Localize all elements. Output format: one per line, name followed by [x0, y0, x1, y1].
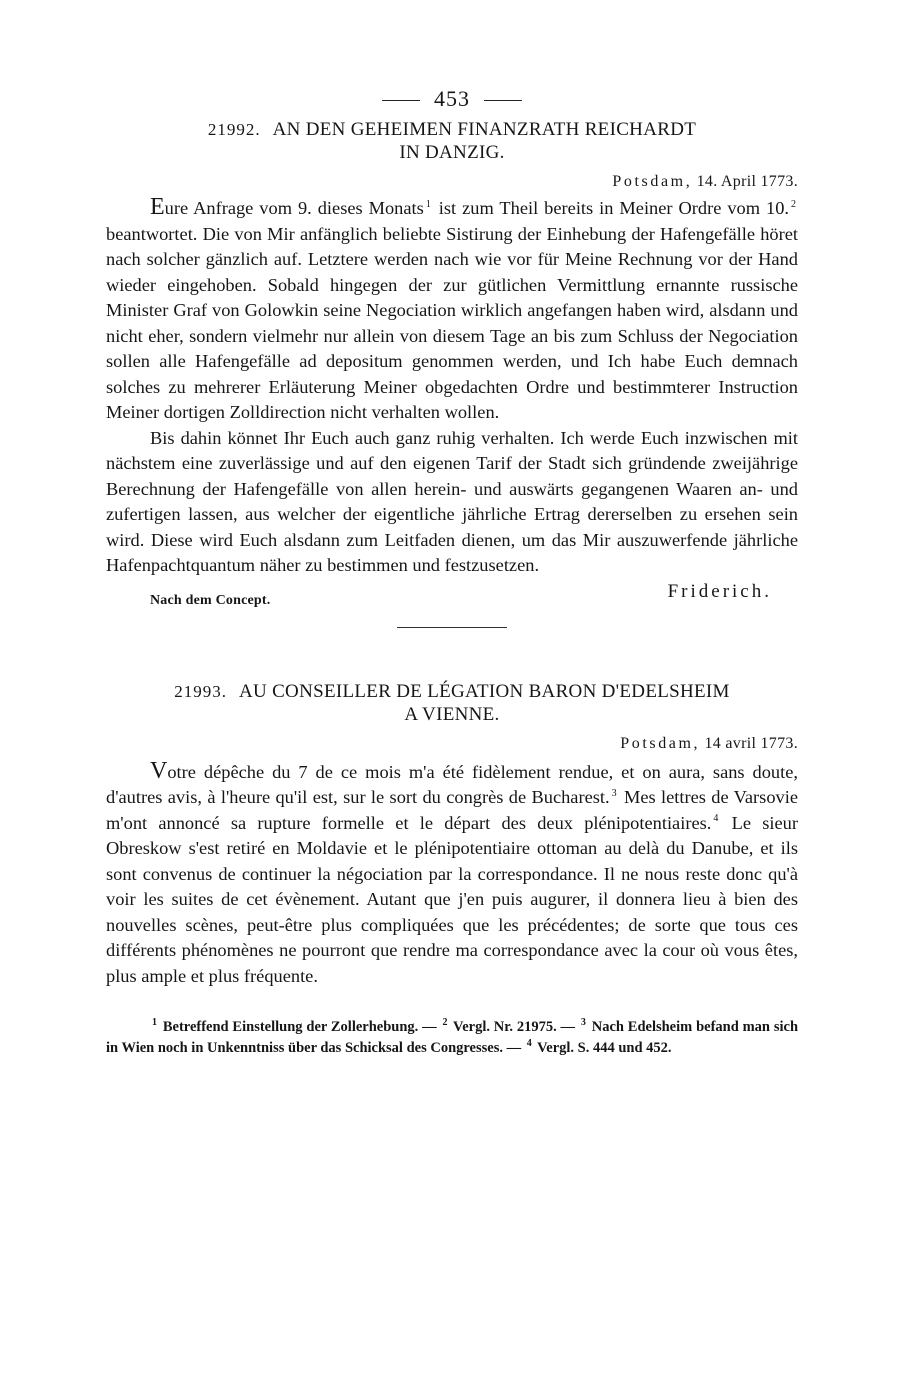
signature: Friderich. [667, 580, 772, 602]
footnote-text: Vergl. S. 444 und 452. [533, 1040, 672, 1056]
footnote-marker: 2 [442, 1017, 448, 1029]
letter-heading [106, 118, 798, 164]
footnotes [106, 1017, 798, 1059]
initial-letter: E [150, 194, 165, 220]
heading-line-2: IN DANZIG. [399, 142, 505, 163]
letter-date [106, 173, 798, 191]
paragraph: Bis dahin könnet Ihr Euch auch ganz ruhig verhalten. Ich werde Euch inzwischen mit nächstem eine zuverlässige und auf den eigenen Tarif der Stadt sich gründende zweijährige Berechnung der Hafengefälle von allen herein- und auswärts gegangenen Waaren an- und zufertigen lassen, aus welcher der eigentliche jährliche Ertrag dererselben zu ersehen sein wird. Diese wird Euch alsdann zum Leitfaden dienen, um das Mir auszuwerfende jährliche Hafenpachtquantum näher zu bestimmen und festzusetzen. [106, 427, 798, 575]
footnote-text: Betreffend Einstellung der Zollerhebung. — [159, 1019, 441, 1035]
paragraph-text: Le sieur Obreskow s'est retiré en Moldavie et le plénipotentiaire ottoman au delà du Danube, et ils sont convenus de continuer la négociation par la correspondance. Il ne nous reste donc qu'à voir les suites de cet évènement. Autant que j'en puis augurer, il donnera lieu à bien des nouvelles scènes, peut-être plus compliquées que les précédentes; de sorte que tous ces différents phénomènes ne pourront que rendre ma correspondance avec la cour où vous êtes, plus ample et plus fréquente. [106, 812, 798, 986]
document-page [106, 86, 798, 1059]
footnote-ref: 1 [425, 198, 431, 210]
footnote-marker: 3 [580, 1017, 586, 1029]
source-note: Nach dem Concept. [150, 592, 271, 608]
paragraph-text: otre dépêche du 7 de ce mois m'a été fidèlement rendue, et on aura, sans doute, d'autres avis, à l'heure qu'il est, sur le sort du congrès de Bucharest. [106, 761, 798, 807]
header-dash-left [382, 100, 420, 101]
letter-date [106, 735, 798, 753]
footnote-ref: 2 [791, 198, 796, 210]
page-header [106, 86, 798, 118]
date-place: Potsdam, [612, 173, 693, 190]
paragraph [106, 759, 798, 990]
letter-body [106, 759, 798, 990]
paragraph-text: ure Anfrage vom 9. dieses Monats [164, 198, 424, 218]
page-number: 453 [434, 86, 470, 111]
paragraph-text: Mes lettres de Varsovie m'ont annoncé sa rupture formelle et le départ des deux plénipotentiaires. [106, 787, 798, 833]
paragraph [106, 195, 798, 426]
heading-line-1: AN DEN GEHEIMEN FINANZRATH REICHARDT [272, 119, 697, 140]
signoff [106, 581, 798, 609]
paragraph-text: ist zum Theil bereits in Meiner Ordre vom 10. [432, 198, 789, 218]
footnote-marker: 4 [526, 1038, 532, 1050]
letter-21993 [106, 680, 798, 990]
paragraph-text: beantwortet. Die von Mir anfänglich beliebte Sistirung der Einhebung der Hafengefälle höret nach solcher gänzlich auf. Letztere werden nach wie vor für Meine Rechnung vor der Hand wieder eingehoben. Sobald hingegen der zur gütlichen Vermittlung ernannte russische Minister Graf von Golowkin seine Negociation wirklich angefangen haben wird, alsdann und nicht eher, sondern vielmehr nur allein von diesem Tage an bis zum Schluss der Negociation sollen alle Hafengefälle ad depositum genommen werden, und Ich habe Euch demnach solches zu mehrerer Erläuterung Meiner obgedachten Ordre und bestimmterer Instruction Meiner dortigen Zolldirection nicht verhalten wollen. [106, 223, 798, 422]
heading-line-1: AU CONSEILLER DE LÉGATION BARON D'EDELSHEIM [238, 680, 730, 702]
footnote-ref: 3 [611, 787, 617, 799]
letter-number: 21992. [207, 120, 261, 139]
letter-number: 21993. [174, 681, 227, 701]
footnote-text: Vergl. Nr. 21975. — [449, 1019, 579, 1035]
section-separator [397, 627, 507, 628]
footnote-block [106, 1017, 798, 1059]
letter-body [106, 195, 798, 579]
heading-line-2: A VIENNE. [404, 703, 500, 725]
date-rest: 14. April 1773. [696, 173, 798, 190]
letter-heading [106, 680, 798, 726]
date-place: Potsdam, [620, 734, 701, 752]
initial-letter: V [150, 757, 168, 784]
footnote-marker: 1 [152, 1017, 157, 1029]
letter-21992 [106, 118, 798, 628]
footnote-text: Nach Edelsheim befand man sich in Wien noch in Unkenntniss über das Schicksal des Congresses. — [106, 1019, 799, 1056]
header-dash-right [484, 100, 522, 101]
footnote-ref: 4 [713, 813, 719, 825]
date-rest: 14 avril 1773. [704, 734, 798, 752]
